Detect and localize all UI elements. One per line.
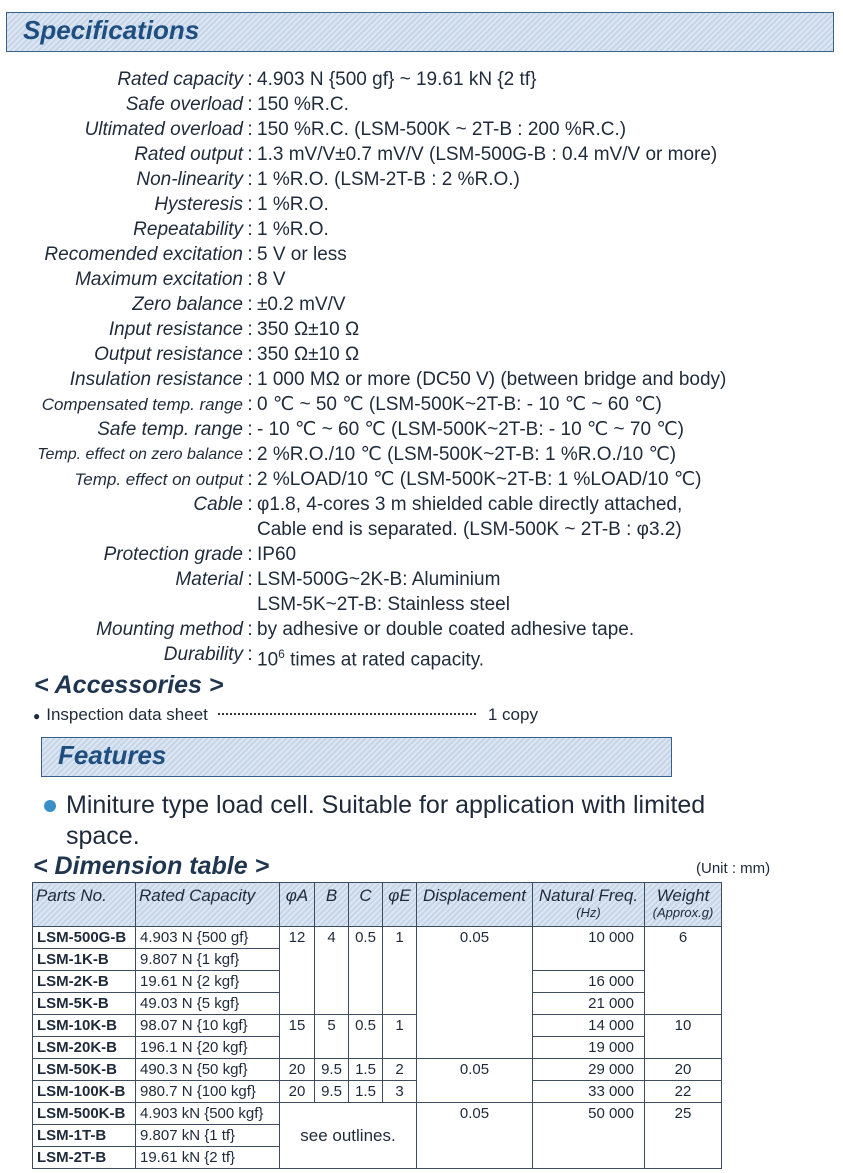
spec-colon: : bbox=[247, 644, 253, 665]
rated-capacity: 19.61 N {2 kgf} bbox=[136, 971, 280, 993]
spec-colon: : bbox=[247, 394, 253, 415]
spec-label: Protection grade bbox=[103, 544, 243, 565]
c-value: 1.5 bbox=[349, 1081, 383, 1103]
b-value: 9.5 bbox=[315, 1059, 349, 1081]
spec-label: Temp. effect on zero balance bbox=[37, 446, 243, 463]
header-weight-unit: (Approx.g) bbox=[652, 905, 714, 920]
spec-row bbox=[0, 542, 843, 567]
spec-colon: : bbox=[247, 619, 253, 640]
bullet-dot-icon bbox=[44, 800, 56, 812]
spec-value-text: by adhesive or double coated adhesive tape. bbox=[257, 619, 635, 640]
spec-value bbox=[257, 367, 726, 392]
part-no: LSM-5K-B bbox=[33, 993, 136, 1015]
spec-value bbox=[257, 617, 634, 642]
header-parts-no: Parts No. bbox=[33, 883, 136, 927]
spec-row bbox=[0, 642, 843, 671]
c-value: 0.5 bbox=[349, 1015, 383, 1059]
spec-label: Hysteresis bbox=[154, 194, 243, 215]
spec-value bbox=[257, 542, 296, 567]
spec-value-text: 1 000 MΩ or more (DC50 V) (between bridge and body) bbox=[257, 369, 727, 390]
features-title: Features bbox=[58, 740, 167, 770]
spec-row bbox=[0, 617, 843, 642]
rated-capacity: 4.903 N {500 gf} bbox=[136, 927, 280, 949]
spec-row bbox=[0, 467, 843, 492]
weight-value: 6 bbox=[645, 927, 722, 1015]
rated-capacity: 980.7 N {100 kgf} bbox=[136, 1081, 280, 1103]
table-row bbox=[33, 1081, 722, 1103]
spec-value-text: 150 %R.C. (LSM-500K ~ 2T-B : 200 %R.C.) bbox=[257, 119, 627, 140]
spec-colon: : bbox=[247, 219, 253, 240]
spec-colon: : bbox=[247, 569, 253, 590]
spec-row bbox=[0, 392, 843, 417]
weight-value: 10 bbox=[645, 1015, 722, 1059]
header-c: C bbox=[349, 883, 383, 927]
natural-freq-value: 33 000 bbox=[533, 1081, 645, 1103]
header-phi-a: φA bbox=[280, 883, 315, 927]
phi-e-value: 1 bbox=[383, 1015, 417, 1059]
natural-freq-value: 16 000 bbox=[533, 971, 645, 993]
feature-item bbox=[44, 790, 744, 852]
spec-label: Insulation resistance bbox=[69, 369, 243, 390]
spec-value bbox=[257, 92, 349, 117]
displacement-value: 0.05 bbox=[417, 1103, 533, 1169]
dotted-leader bbox=[218, 713, 476, 715]
spec-value bbox=[257, 492, 682, 517]
natural-freq-value: 10 000 bbox=[533, 927, 645, 971]
spec-label: Safe temp. range bbox=[97, 419, 243, 440]
spec-value-text: ±0.2 mV/V bbox=[257, 294, 346, 315]
header-rated-capacity: Rated Capacity bbox=[136, 883, 280, 927]
spec-row bbox=[0, 92, 843, 117]
spec-value bbox=[257, 217, 329, 242]
spec-value-text: 5 V or less bbox=[257, 244, 347, 265]
part-no: LSM-500G-B bbox=[33, 927, 136, 949]
spec-label: Rated output bbox=[134, 144, 243, 165]
spec-value bbox=[257, 467, 702, 492]
spec-label: Durability bbox=[163, 644, 243, 665]
spec-colon: : bbox=[247, 94, 253, 115]
specifications-title: Specifications bbox=[23, 15, 200, 45]
spec-value bbox=[257, 167, 520, 192]
spec-value bbox=[257, 392, 662, 417]
feature-text: Miniture type load cell. Suitable for application with limited space. bbox=[66, 791, 706, 850]
spec-value bbox=[257, 417, 684, 442]
table-row bbox=[33, 1015, 722, 1037]
part-no: LSM-20K-B bbox=[33, 1037, 136, 1059]
spec-value-text: 1 %R.O. bbox=[257, 219, 329, 240]
table-row bbox=[33, 927, 722, 949]
features-banner bbox=[41, 737, 672, 777]
displacement-value: 0.05 bbox=[417, 1059, 533, 1103]
see-outlines-note: see outlines. bbox=[280, 1103, 417, 1169]
spec-label: Maximum excitation bbox=[75, 269, 243, 290]
natural-freq-value: 14 000 bbox=[533, 1015, 645, 1037]
part-no: LSM-2T-B bbox=[33, 1147, 136, 1169]
spec-row bbox=[0, 117, 843, 142]
header-natural-freq-unit: (Hz) bbox=[576, 905, 601, 920]
spec-colon: : bbox=[247, 244, 253, 265]
header-displacement: Displacement bbox=[417, 883, 533, 927]
spec-label: Ultimated overload bbox=[84, 119, 243, 140]
natural-freq-value: 19 000 bbox=[533, 1037, 645, 1059]
rated-capacity: 98.07 N {10 kgf} bbox=[136, 1015, 280, 1037]
spec-row bbox=[0, 417, 843, 442]
spec-row bbox=[0, 567, 843, 592]
spec-value bbox=[257, 292, 346, 317]
spec-row bbox=[0, 267, 843, 292]
spec-row bbox=[0, 142, 843, 167]
spec-colon: : bbox=[247, 294, 253, 315]
spec-row bbox=[0, 242, 843, 267]
header-phi-e: φE bbox=[383, 883, 417, 927]
spec-value-text: 1 %R.O. (LSM-2T-B : 2 %R.O.) bbox=[257, 169, 520, 190]
specifications-banner bbox=[6, 12, 834, 52]
spec-value bbox=[257, 67, 536, 92]
spec-colon: : bbox=[247, 69, 253, 90]
spec-value-exponent: 6 bbox=[278, 647, 285, 661]
spec-colon: : bbox=[247, 469, 253, 490]
spec-value-text: - 10 ℃ ~ 60 ℃ (LSM-500K~2T-B: - 10 ℃ ~ 70 ℃) bbox=[257, 419, 684, 440]
spec-value bbox=[257, 317, 359, 342]
spec-label: Zero balance bbox=[132, 294, 243, 315]
phi-e-value: 3 bbox=[383, 1081, 417, 1103]
part-no: LSM-1T-B bbox=[33, 1125, 136, 1147]
spec-colon: : bbox=[247, 144, 253, 165]
spec-colon: : bbox=[247, 194, 253, 215]
spec-label: Non-linearity bbox=[136, 169, 243, 190]
spec-label: Mounting method bbox=[96, 619, 243, 640]
spec-value-text: IP60 bbox=[257, 544, 297, 565]
spec-colon: : bbox=[247, 444, 253, 465]
spec-label: Rated capacity bbox=[117, 69, 243, 90]
spec-value bbox=[257, 192, 329, 217]
spec-row bbox=[0, 342, 843, 367]
c-value: 0.5 bbox=[349, 927, 383, 1015]
spec-label: Temp. effect on output bbox=[74, 470, 243, 489]
spec-value-suffix: times at rated capacity. bbox=[284, 649, 485, 671]
spec-value-text: 350 Ω±10 Ω bbox=[257, 319, 360, 340]
spec-value bbox=[257, 242, 347, 267]
spec-value-text: φ1.8, 4-cores 3 m shielded cable directly attached, bbox=[257, 494, 683, 515]
weight-value: 22 bbox=[645, 1081, 722, 1103]
spec-value-continuation: LSM-5K~2T-B: Stainless steel bbox=[257, 594, 510, 615]
phi-a-value: 15 bbox=[280, 1015, 315, 1059]
weight-value: 25 bbox=[645, 1103, 722, 1169]
spec-colon: : bbox=[247, 269, 253, 290]
header-natural-freq-label: Natural Freq. bbox=[538, 886, 639, 905]
spec-label: Material bbox=[175, 569, 243, 590]
spec-label: Cable bbox=[193, 494, 243, 515]
b-value: 9.5 bbox=[315, 1081, 349, 1103]
spec-row bbox=[0, 192, 843, 217]
spec-row bbox=[0, 492, 843, 517]
spec-row bbox=[0, 67, 843, 92]
table-row bbox=[33, 1059, 722, 1081]
spec-value-text: 1.3 mV/V±0.7 mV/V (LSM-500G-B : 0.4 mV/V or more) bbox=[257, 144, 718, 165]
spec-colon: : bbox=[247, 344, 253, 365]
header-weight-label: Weight bbox=[656, 886, 710, 905]
spec-colon: : bbox=[247, 319, 253, 340]
accessories-item bbox=[33, 704, 538, 726]
b-value: 5 bbox=[315, 1015, 349, 1059]
natural-freq-value: 21 000 bbox=[533, 993, 645, 1015]
spec-row bbox=[0, 217, 843, 242]
rated-capacity: 19.61 kN {2 tf} bbox=[136, 1147, 280, 1169]
spec-value bbox=[257, 442, 676, 467]
displacement-value: 0.05 bbox=[417, 927, 533, 1059]
spec-value-text: 350 Ω±10 Ω bbox=[257, 344, 360, 365]
table-header-row bbox=[33, 883, 722, 927]
part-no: LSM-50K-B bbox=[33, 1059, 136, 1081]
spec-label: Output resistance bbox=[94, 344, 243, 365]
spec-value-text: 0 ℃ ~ 50 ℃ (LSM-500K~2T-B: - 10 ℃ ~ 60 ℃) bbox=[257, 394, 662, 415]
rated-capacity: 4.903 kN {500 kgf} bbox=[136, 1103, 280, 1125]
spec-value-text: LSM-500G~2K-B: Aluminium bbox=[257, 569, 501, 590]
spec-colon: : bbox=[247, 369, 253, 390]
spec-value-text: 2 %LOAD/10 ℃ (LSM-500K~2T-B: 1 %LOAD/10 ℃) bbox=[257, 469, 702, 490]
accessory-qty: 1 copy bbox=[487, 705, 538, 724]
spec-label: Repeatability bbox=[133, 219, 243, 240]
spec-colon: : bbox=[247, 544, 253, 565]
spec-colon: : bbox=[247, 119, 253, 140]
spec-value bbox=[257, 342, 359, 367]
part-no: LSM-100K-B bbox=[33, 1081, 136, 1103]
phi-a-value: 20 bbox=[280, 1059, 315, 1081]
rated-capacity: 9.807 kN {1 tf} bbox=[136, 1125, 280, 1147]
spec-value-text: 10 bbox=[257, 649, 279, 671]
spec-value bbox=[257, 267, 286, 292]
phi-a-value: 20 bbox=[280, 1081, 315, 1103]
spec-value bbox=[257, 567, 500, 592]
spec-label: Compensated temp. range bbox=[41, 395, 243, 414]
accessory-name: Inspection data sheet bbox=[46, 705, 208, 724]
phi-e-value: 1 bbox=[383, 927, 417, 1015]
weight-value: 20 bbox=[645, 1059, 722, 1081]
spec-row bbox=[0, 367, 843, 392]
dimension-table-heading: < Dimension table > bbox=[33, 852, 270, 880]
spec-value-continuation: Cable end is separated. (LSM-500K ~ 2T-B : φ3.2) bbox=[257, 519, 682, 540]
rated-capacity: 196.1 N {20 kgf} bbox=[136, 1037, 280, 1059]
spec-value-text: 150 %R.C. bbox=[257, 94, 349, 115]
spec-value bbox=[257, 642, 485, 671]
part-no: LSM-10K-B bbox=[33, 1015, 136, 1037]
phi-a-value: 12 bbox=[280, 927, 315, 1015]
table-row bbox=[33, 1103, 722, 1125]
spec-row bbox=[0, 317, 843, 342]
rated-capacity: 9.807 N {1 kgf} bbox=[136, 949, 280, 971]
specifications-list bbox=[0, 67, 843, 671]
spec-value bbox=[257, 142, 717, 167]
spec-value bbox=[257, 117, 626, 142]
b-value: 4 bbox=[315, 927, 349, 1015]
natural-freq-value: 50 000 bbox=[533, 1103, 645, 1169]
spec-label: Safe overload bbox=[125, 94, 243, 115]
spec-colon: : bbox=[247, 169, 253, 190]
spec-row bbox=[0, 292, 843, 317]
spec-label: Input resistance bbox=[108, 319, 243, 340]
spec-row bbox=[0, 167, 843, 192]
spec-value-text: 2 %R.O./10 ℃ (LSM-500K~2T-B: 1 %R.O./10 ℃) bbox=[257, 444, 677, 465]
rated-capacity: 490.3 N {50 kgf} bbox=[136, 1059, 280, 1081]
spec-value-text: 8 V bbox=[257, 269, 286, 290]
c-value: 1.5 bbox=[349, 1059, 383, 1081]
spec-colon: : bbox=[247, 419, 253, 440]
header-natural-freq bbox=[533, 883, 645, 927]
spec-value-text: 4.903 N {500 gf} ~ 19.61 kN {2 tf} bbox=[257, 69, 537, 90]
spec-colon: : bbox=[247, 494, 253, 515]
part-no: LSM-500K-B bbox=[33, 1103, 136, 1125]
accessories-heading: < Accessories > bbox=[34, 671, 224, 699]
spec-row bbox=[0, 442, 843, 467]
rated-capacity: 49.03 N {5 kgf} bbox=[136, 993, 280, 1015]
spec-value-text: 1 %R.O. bbox=[257, 194, 329, 215]
unit-note: (Unit : mm) bbox=[696, 860, 771, 877]
spec-label: Recomended excitation bbox=[44, 244, 243, 265]
natural-freq-value: 29 000 bbox=[533, 1059, 645, 1081]
part-no: LSM-1K-B bbox=[33, 949, 136, 971]
header-weight bbox=[645, 883, 722, 927]
dimension-table bbox=[32, 882, 722, 1169]
phi-e-value: 2 bbox=[383, 1059, 417, 1081]
bullet-icon: ● bbox=[33, 708, 41, 723]
part-no: LSM-2K-B bbox=[33, 971, 136, 993]
header-b: B bbox=[315, 883, 349, 927]
